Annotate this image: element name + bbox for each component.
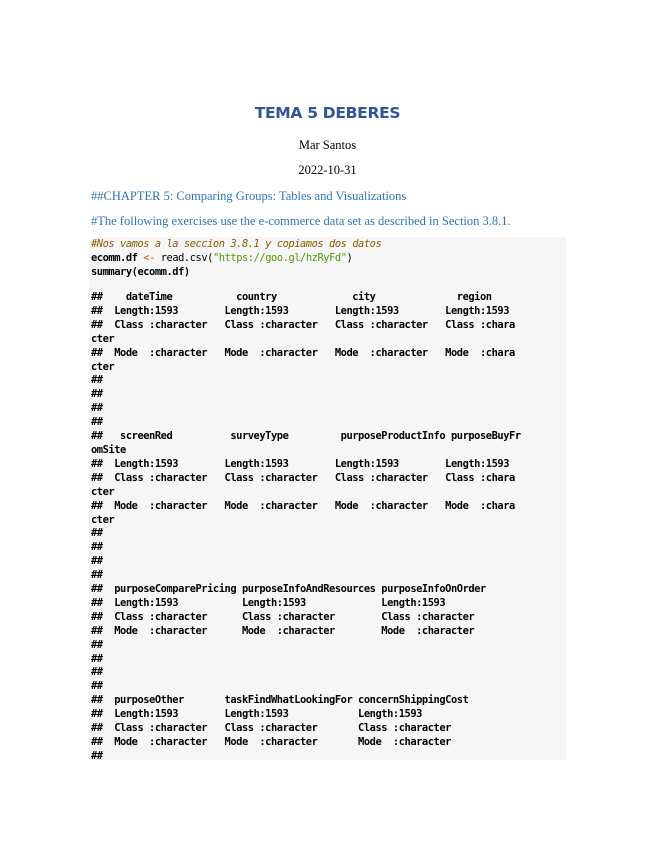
chapter-heading: ##CHAPTER 5: Comparing Groups: Tables and Visualizations xyxy=(91,189,407,203)
variable-name: ecomm.df xyxy=(91,251,138,264)
author: Mar Santos xyxy=(298,138,357,152)
close-paren: ) xyxy=(346,251,353,264)
date: 2022-10-31 xyxy=(298,163,357,177)
source-code xyxy=(91,238,381,280)
summary-output: ## dateTime country city region ## Length:1593 Length:1593 Length:1593 Length:1593 ## Class :character Class :character Class :character Class :chara cter ## Mode :character Mode :character Mode :character Mode :chara cter ## ## ## ## ## screenRed surveyType purposeProductInfo purposeBuyFr omSite ## Length:1593 Length:1593 Length:1593 Length:1593 ## Class :character Class :character Class :character Class :chara cter ## Mode :character Mode :character Mode :character Mode :chara cter ## ## ## ## ## purposeComparePricing purposeInfoAndResources purposeInfoOnOrder ## Length:1593 Length:1593 Length:1593 ## Class :character Class :character Class :character ## Mode :character Mode :character Mode :character ## ## ## ## ## purposeOther taskFindWhatLookingFor concernShippingCost ## Length:1593 Length:1593 Length:1593 ## Class :character Class :character Class :character ## Mode :character Mode :character Mode :character ## xyxy=(91,291,521,762)
function-call: read.csv( xyxy=(160,251,213,264)
url-string: "https://goo.gl/hzRyFd" xyxy=(212,251,347,264)
exercise-description: #The following exercises use the e-commerce data set as described in Section 3.8.1. xyxy=(91,214,511,228)
document-title: TEMA 5 DEBERES xyxy=(254,104,401,122)
code-comment: #Nos vamos a la seccion 3.8.1 y copiamos dos datos xyxy=(91,238,382,250)
summary-call: summary(ecomm.df) xyxy=(91,265,190,278)
assign-operator: <- xyxy=(143,251,155,264)
